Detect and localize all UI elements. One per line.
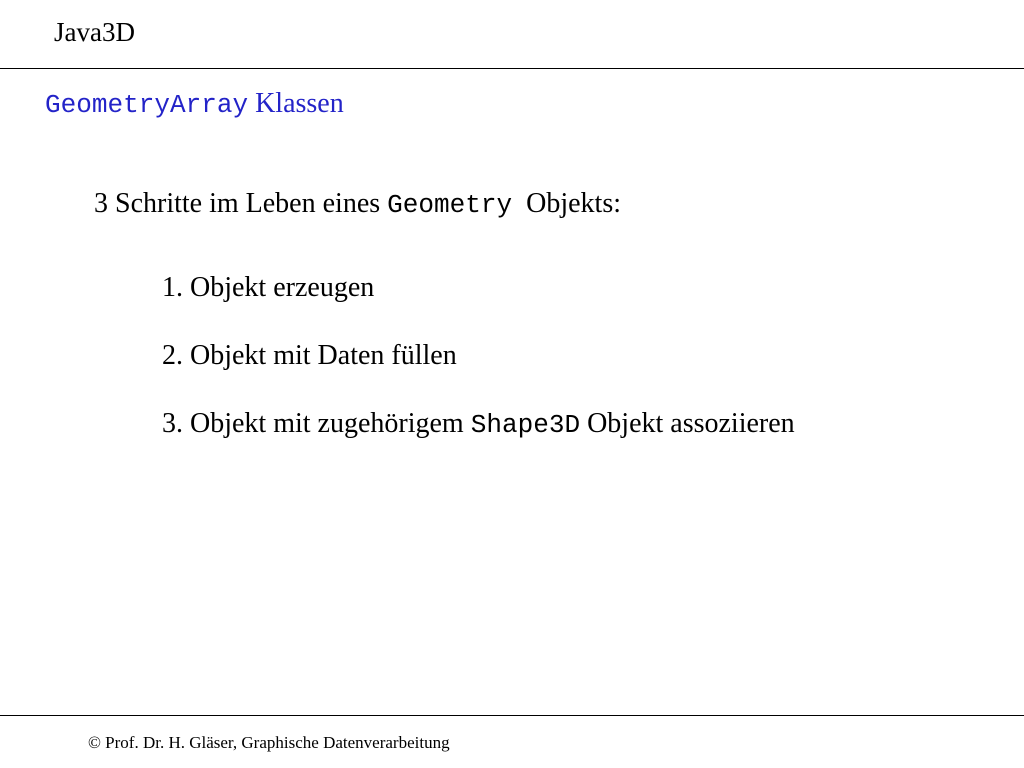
- slide-title: [45, 86, 344, 123]
- footer-divider: [0, 715, 1024, 716]
- header-title: Java3D: [54, 17, 135, 47]
- intro-text-after: Objekts:: [526, 188, 622, 219]
- step-3: [162, 406, 795, 443]
- step-3-text-after: Objekt assoziieren: [587, 408, 795, 439]
- intro-line: [94, 186, 621, 223]
- intro-code: Geometry: [387, 190, 513, 220]
- step-1: 1. Objekt erzeugen: [162, 272, 375, 303]
- header-divider: [0, 68, 1024, 69]
- step-3-text-before: 3. Objekt mit zugehörigem: [162, 408, 464, 439]
- footer-copyright: © Prof. Dr. H. Gläser, Graphische Datenverarbeitung: [88, 733, 450, 752]
- intro-text-before: 3 Schritte im Leben eines: [94, 188, 381, 219]
- slide-title-text: Klassen: [255, 88, 344, 119]
- slide-title-code: GeometryArray: [45, 90, 249, 120]
- step-2: 2. Objekt mit Daten füllen: [162, 340, 457, 371]
- step-3-code: Shape3D: [470, 410, 581, 440]
